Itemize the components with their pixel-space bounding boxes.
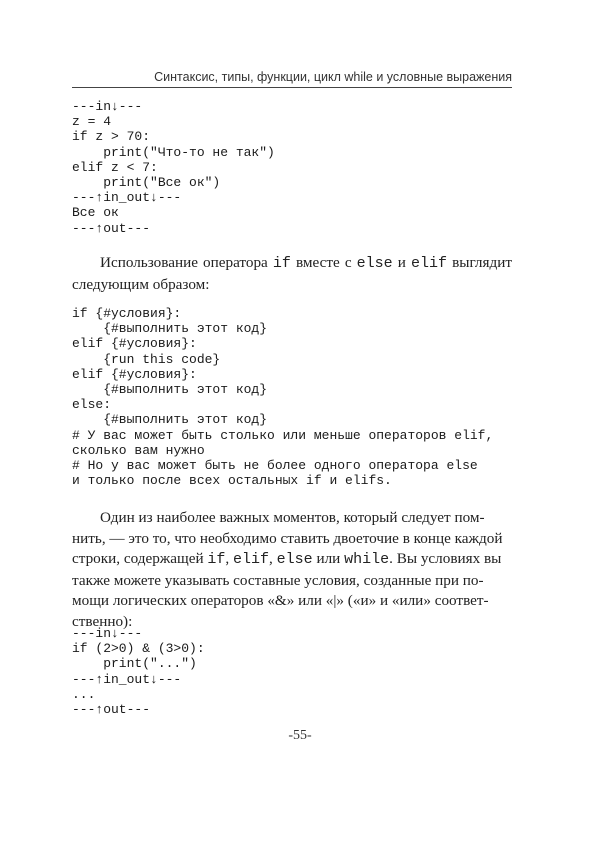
text-segment: строки, содержащей <box>72 550 208 568</box>
text-segment: , <box>225 550 234 568</box>
paragraph-if-else-elif <box>72 253 512 295</box>
text-segment: . Вы условиях вы <box>389 550 502 568</box>
code-line: {#выполнить этот код} <box>72 412 268 428</box>
keyword-elif: elif <box>233 551 270 569</box>
keyword-if: if <box>272 255 291 272</box>
code-block-example-1 <box>72 99 275 236</box>
code-line: {#выполнить этот код} <box>72 381 268 397</box>
code-line: ---↑out--- <box>72 220 151 236</box>
keyword-else: else <box>276 551 313 569</box>
code-line: else: <box>72 397 112 413</box>
code-line: Все ок <box>72 205 119 221</box>
code-line: ---↑in_out↓--- <box>72 671 182 687</box>
keyword-if: if <box>207 551 226 569</box>
code-line: {run this code} <box>72 351 221 367</box>
code-line: # У вас может быть столько или меньше операторов elif, <box>72 427 494 443</box>
code-line: ... <box>72 686 96 702</box>
code-line: {#выполнить этот код} <box>72 321 268 337</box>
code-line: ---↑in_out↓--- <box>72 190 182 206</box>
code-line: print("...") <box>72 656 197 672</box>
text-segment: или <box>312 550 345 568</box>
code-line: if {#условия}: <box>72 306 182 321</box>
code-block-syntax-template <box>72 306 493 488</box>
text-line: также можете указывать составные условия, созданные при по- <box>72 571 484 589</box>
text-line: Один из наиболее важных моментов, который следует пом- <box>100 509 485 526</box>
text-segment: , <box>269 550 277 568</box>
code-line: elif {#условия}: <box>72 366 197 382</box>
text-segment: и <box>392 254 411 271</box>
code-line: и только после всех остальных if и elifs. <box>72 473 392 489</box>
text-line: нить, — это то, что необходимо ставить двоеточие в конце каждой <box>72 529 503 547</box>
code-line: сколько вам нужно <box>72 442 205 458</box>
code-line: elif {#условия}: <box>72 336 197 352</box>
running-header <box>72 70 512 88</box>
keyword-elif: elif <box>411 255 448 272</box>
code-line: if z > 70: <box>72 129 151 145</box>
code-line: if (2>0) & (3>0): <box>72 641 205 657</box>
code-line: # Но у вас может быть не более одного оператора else <box>72 457 478 473</box>
text-line: мощи логических операторов «&» или «|» («и» и «или» соответ- <box>72 592 489 610</box>
running-title: Синтаксис, типы, функции, цикл while и условные выражения <box>154 70 512 84</box>
code-line: ---in↓--- <box>72 626 143 641</box>
code-line: print("Что-то не так") <box>72 144 275 160</box>
text-line <box>72 549 512 571</box>
code-line: ---↑out--- <box>72 701 151 717</box>
code-line: elif z < 7: <box>72 159 158 175</box>
code-block-example-2 <box>72 626 205 717</box>
text-line: ственно): <box>72 612 133 630</box>
code-line: print("Все ок") <box>72 174 221 190</box>
code-line: z = 4 <box>72 114 112 130</box>
code-line: ---in↓--- <box>72 99 143 114</box>
paragraph-colon-rule <box>72 508 512 633</box>
page-number: -55- <box>288 728 312 743</box>
paragraph-text <box>72 253 512 295</box>
keyword-else: else <box>356 255 393 272</box>
text-segment: Использование оператора <box>100 254 273 271</box>
keyword-while: while <box>344 551 390 569</box>
text-segment: выглядит следующим образом: <box>72 254 512 293</box>
text-segment: вместе с <box>290 254 357 271</box>
